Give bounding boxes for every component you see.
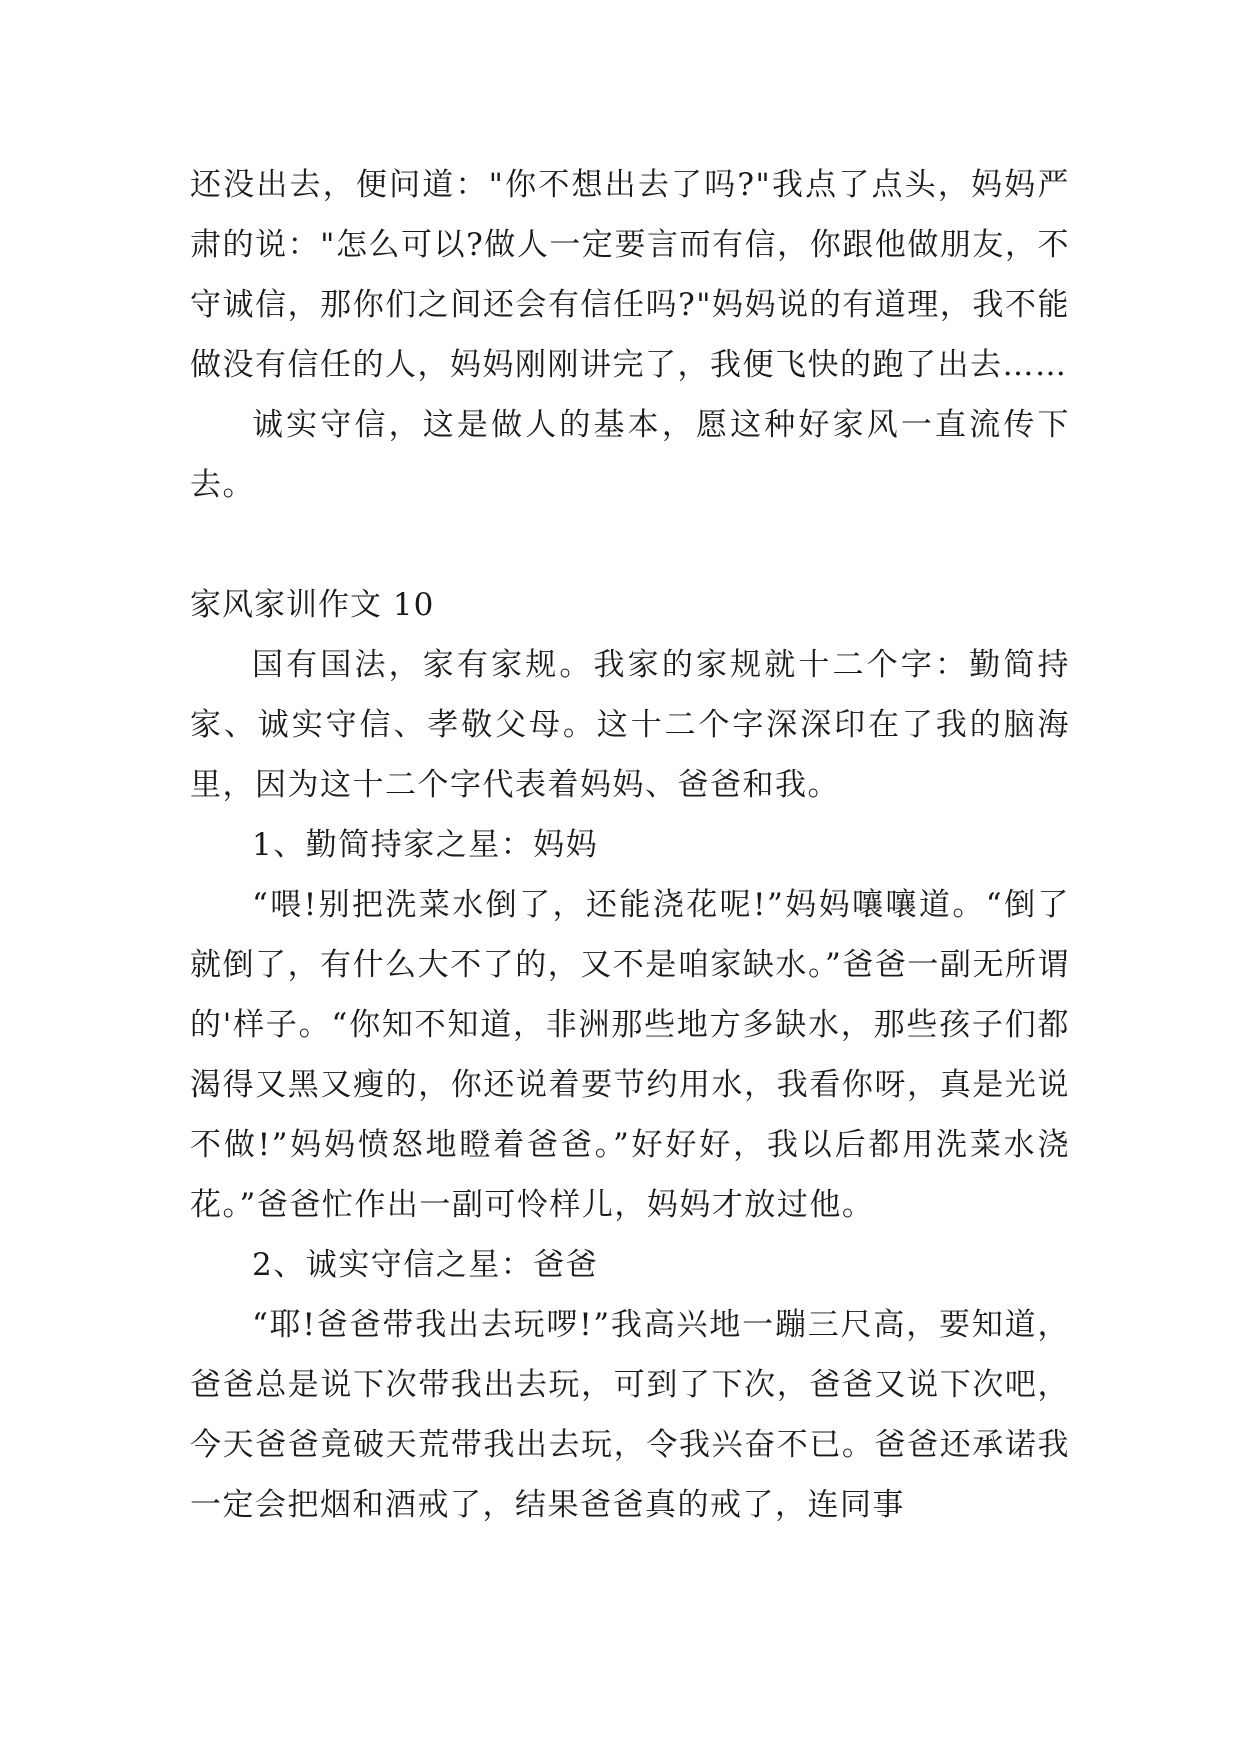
subheading-mother: 1、勤简持家之星：妈妈 <box>252 827 599 863</box>
subheading-father: 2、诚实守信之星：爸爸 <box>252 1247 599 1283</box>
section-title: 家风家训作文 10 <box>190 587 435 623</box>
paragraph-mother-story: “喂!别把洗菜水倒了，还能浇花呢!”妈妈嚷嚷道。“倒了就倒了，有什么大不了的，又不是咱家缺水。”爸爸一副无所谓的'样子。“你知不知道，非洲那些地方多缺水，那些孩子们都渴得又黑又瘦的，你还说着要节约用水，我看你呀，真是光说不做!”妈妈愤怒地瞪着爸爸。”好好好，我以后都用洗菜水浇花。”爸爸忙作出一副可怜样儿，妈妈才放过他。 <box>190 887 1070 1223</box>
paragraph-conclusion: 诚实守信，这是做人的基本，愿这种好家风一直流传下去。 <box>190 407 1070 503</box>
document-body <box>190 155 1070 1535</box>
paragraph-intro: 国有国法，家有家规。我家的家规就十二个字：勤简持家、诚实守信、孝敬父母。这十二个字深深印在了我的脑海里，因为这十二个字代表着妈妈、爸爸和我。 <box>190 647 1070 803</box>
paragraph-continuation: 还没出去，便问道："你不想出去了吗?"我点了点头，妈妈严肃的说："怎么可以?做人一定要言而有信，你跟他做朋友，不守诚信，那你们之间还会有信任吗?"妈妈说的有道理，我不能做没有信任的人，妈妈刚刚讲完了，我便飞快的跑了出去…… <box>190 167 1070 383</box>
paragraph-father-story: “耶!爸爸带我出去玩啰!”我高兴地一蹦三尺高，要知道，爸爸总是说下次带我出去玩，可到了下次，爸爸又说下次吧，今天爸爸竟破天荒带我出去玩，令我兴奋不已。爸爸还承诺我一定会把烟和酒戒了，结果爸爸真的戒了，连同事 <box>190 1307 1070 1523</box>
